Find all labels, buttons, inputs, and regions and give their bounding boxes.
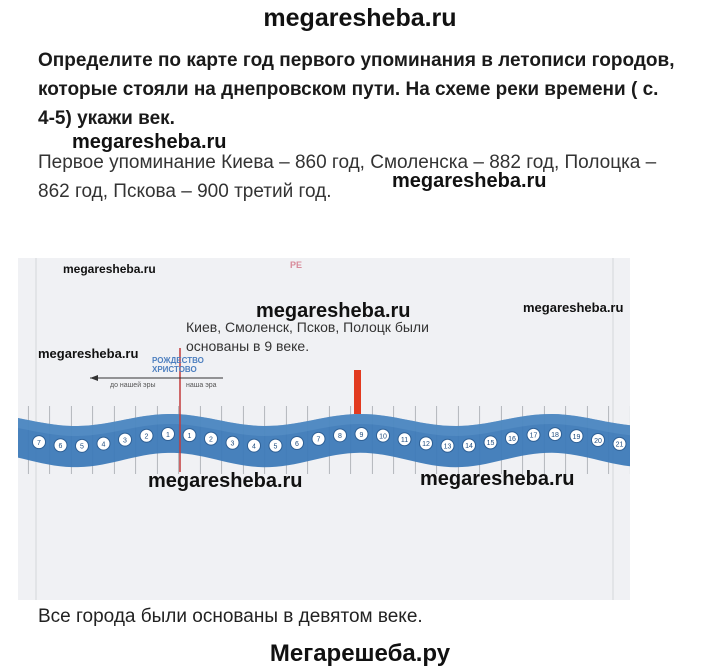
question-text: Определите по карте год первого упоминания в летописи городов, которые стояли на днепровском пути. На схеме реки времени ( с. 4-5) укажи век. — [38, 50, 675, 129]
textbook-photo — [18, 258, 630, 600]
century-label: 17 — [529, 432, 538, 440]
conclusion-text: Все города были основаны в девятом веке. — [38, 606, 423, 627]
century-label: 2 — [209, 436, 213, 444]
site-header[interactable]: megaresheba.ru — [263, 4, 457, 32]
watermark: megaresheba.ru — [38, 346, 139, 361]
century-label: 1 — [187, 432, 192, 440]
era-after-label: наша эра — [186, 382, 217, 389]
century-label: 7 — [37, 439, 41, 447]
century-label: 16 — [508, 436, 516, 444]
answer-text: Первое упоминание Киева – 860 год, Смоленска – 882 год, Полоцка – 862 год, Пскова – 900 третий год. — [38, 152, 657, 202]
century-label: 12 — [422, 441, 430, 449]
century-label: 11 — [400, 437, 409, 445]
watermark: megaresheba.ru — [63, 262, 156, 276]
century-label: 19 — [572, 433, 581, 441]
watermark: megaresheba.ru — [420, 468, 575, 490]
christ-birth-label: РОЖДЕСТВО ХРИСТОВО — [152, 356, 204, 374]
century-label: 14 — [465, 443, 473, 451]
watermark: megaresheba.ru — [72, 131, 227, 153]
watermark: megaresheba.ru — [392, 170, 547, 192]
century-label: 5 — [273, 443, 278, 451]
photo-note: Киев, Смоленск, Псков, Полоцк были основаны в 9 веке. — [186, 319, 429, 354]
watermark: megaresheba.ru — [523, 300, 624, 315]
century-marker — [354, 370, 361, 414]
century-label: 21 — [615, 441, 624, 449]
century-label: 4 — [101, 441, 106, 449]
century-label: 7 — [316, 436, 321, 444]
century-label: 3 — [123, 437, 127, 445]
century-label: 6 — [295, 440, 299, 448]
century-label: 10 — [379, 433, 387, 441]
century-label: 15 — [486, 440, 495, 448]
century-label: 18 — [551, 431, 559, 439]
century-label: 4 — [252, 443, 256, 451]
century-label: 5 — [80, 443, 84, 451]
century-label: 13 — [443, 443, 452, 451]
century-label: 3 — [230, 440, 235, 448]
watermark: megaresheba.ru — [256, 300, 411, 322]
watermark: megaresheba.ru — [148, 470, 303, 492]
century-label: 20 — [594, 437, 602, 445]
century-label: 1 — [166, 431, 170, 439]
century-label: 6 — [58, 443, 63, 451]
century-label: 8 — [338, 433, 342, 441]
century-label: 9 — [359, 431, 364, 439]
era-before-label: до нашей эры — [110, 382, 156, 389]
century-label: 2 — [144, 433, 149, 441]
corner-mark: РЕ — [290, 260, 303, 270]
footer-brand[interactable]: Мегарешеба.ру — [269, 640, 451, 667]
